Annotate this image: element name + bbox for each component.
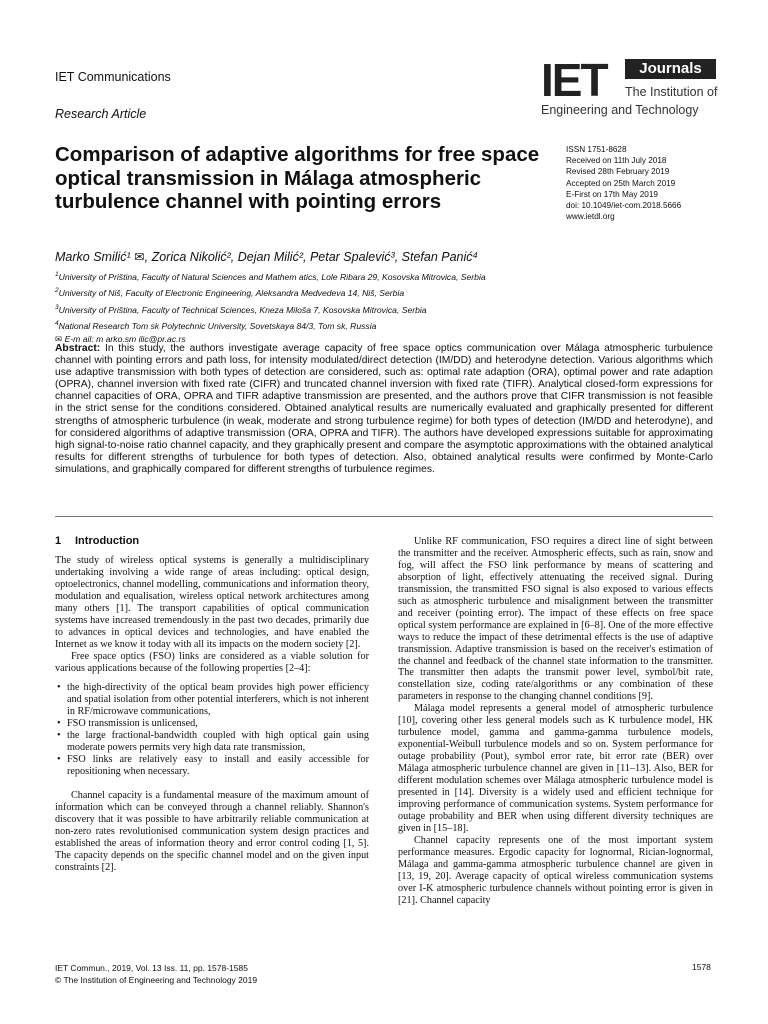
affiliation-2: $^2$University of Niš, Faculty of Electronic Engineering, Aleksandra Medvedeva 14, Niš, Serbia (55, 287, 405, 299)
logo-mark: IET (541, 54, 607, 106)
abstract (55, 343, 713, 476)
meta-issn: ISSN 1751-8628 (566, 145, 627, 154)
section-heading: 1 Introduction (55, 535, 140, 547)
footer-copyright: © The Institution of Engineering and Technology 2019 (55, 975, 258, 985)
logo-badge: Journals (625, 59, 716, 79)
affiliation-3: $^3$University of Priština, Faculty of Technical Sciences, Kneza Miloša 7, Kosovska Mitrovica, Serbia (55, 303, 427, 315)
article-metadata (566, 144, 681, 222)
abstract-label: Abstract: (55, 343, 101, 354)
intro-paragraph-6: Channel capacity represents one of the most important system performance measures. Ergodic capacity for lognormal, Rician-lognormal, Málaga and gamma-gamma atmospheric turbulence channel are given in [13, 19, 20]. Average capacity of optical wireless communication systems over I-K atmospheric turbulence channels without pointing error is given in [21]. Channel capacity (398, 834, 713, 906)
meta-revised: Revised 28th February 2019 (566, 167, 670, 177)
page-number: 1578 (692, 962, 711, 972)
list-item: • FSO links are relatively easy to install and easily accessible for repositioning when necessary. (57, 754, 369, 778)
journal-name: IET Communications (55, 70, 171, 84)
left-column (55, 536, 369, 874)
abstract-text: In this study, the authors investigate average capacity of free space optics communication over Málaga atmospheric turbulence channel with pointing errors and path loss, for intensity modulated/direct detection (IM/DD) and heterodyne detection. Various algorithms which use adaptive transmission with both types of detection are considered, such as: optimal rate adaption (ORA), optimal power and rate adaption (OPRA), channel inversion with fixed rate (CIFR) and truncated channel inversion with fixed rate (TIFR). Analytical closed-form expressions for channel capacities of ORA, OPRA and TIFR adaptive transmission are presented, and the authors prove that CIFR transmission is not feasible in the strict sense for the conditions considered. Obtained analytical results are numerically evaluated and graphically presented for different strengths of atmospheric turbulence (in weak, moderate and strong turbulence regime) for both types of detection (IM/DD and heterodyne), and for considered algorithms of adaptive transmission (ORA, OPRA and TIFR). The authors have developed expressions suitable for approximating high signal-to-noise ratio channel capacity, and they graphically present and compare the asymptotic approximations with the obtained analytical results for different strengths of turbulence for both types of detection. Also, obtained analytical results were confirmed by Monte-Carlo simulations, and graphically compared for different strengths of turbulence regimes. (55, 343, 713, 475)
meta-efirst: E-First on 17th May 2019 (566, 189, 658, 199)
meta-received: Received on 11th July 2018 (566, 156, 667, 166)
affiliations (55, 268, 486, 347)
meta-website[interactable]: www.ietdl.org (566, 212, 615, 222)
fso-properties-list (55, 682, 369, 778)
logo-institution-line2: Engineering and Technology (541, 103, 699, 117)
footer-journal-ref: IET Commun., 2019, Vol. 13 Iss. 11, pp. 1578-1585 (55, 963, 248, 973)
intro-paragraph-3: Channel capacity is a fundamental measure of the maximum amount of information which can be conveyed through a channel reliably. Shannon's discovery that it was possible to have arbitrarily reliable communication at non-zero rates revolutionised communication system design practices and established the areas of information theory and error control coding [1, 5]. The capacity depends on the specific channel model and on the given input constraints [2]. (55, 790, 369, 873)
article-type: Research Article (55, 107, 147, 121)
intro-paragraph-5: Málaga model represents a general model of atmospheric turbulence [10], covering other less general models such as K turbulence model, HK turbulence model, gamma and gamma-gamma turbulence models, exponential-Weibull turbulence models and so on. System performance for outage probability (Pout), symbol error rate, bit error rate (BER) over Málaga atmospheric turbulence channel are given in [11–13]. Also, BER for different modulation schemes over Málaga atmospheric turbulence model is presented in [14]. Diversity is a widely used and efficient technique for improving performance of communication systems. System performance for outage probability and BER when using different diversity techniques are given in [15–18]. (398, 703, 713, 834)
intro-paragraph-1: The study of wireless optical systems is generally a multidisciplinary undertaking involving a wide range of areas including: optical design, optoelectronics, channel modelling, communications and information theory, modulation and equalisation, wireless optical network architectures among many others [1]. The transport capabilities of optical communication systems have increased tremendously in the past two decades, primarily due to advances in optical devices and technologies, and have enabled the Internet as we know it today with all its impacts on the modern society [2]. (55, 554, 369, 650)
list-item: • the large fractional-bandwidth coupled with high optical gain using moderate powers permits very high data rate transmission, (57, 730, 369, 754)
meta-accepted: Accepted on 25th March 2019 (566, 178, 676, 188)
affiliation-4: $^4$National Research Tom sk Polytechnic University, Sovetskaya 84/3, Tom sk, Russia (55, 320, 377, 331)
affiliation-1: $^1$University of Priština, Faculty of Natural Sciences and Mathem atics, Lole Ribara 29, Kosovska Mitrovica, Serbia (55, 271, 486, 282)
author-list: Marko Smilić¹ ✉, Zorica Nikolić², Dejan Milić², Petar Spalević³, Stefan Panić⁴ (55, 250, 478, 264)
meta-doi[interactable]: doi: 10.1049/iet-com.2018.5666 (566, 201, 682, 211)
article-title: Comparison of adaptive algorithms for free space optical transmission in Málaga atmospheric turbulence channel with pointing errors (55, 143, 540, 213)
iet-journals-logo (541, 54, 718, 123)
section-divider (55, 516, 713, 517)
intro-paragraph-2: Free space optics (FSO) links are considered as a viable solution for various applications because of the following properties [2–4]: (55, 650, 369, 674)
right-column (398, 536, 713, 907)
list-item: • FSO transmission is unlicensed, (57, 718, 198, 730)
list-item: • the high-directivity of the optical beam provides high power efficiency and spatial isolation from other potential interferers, which is not inherent in RF/microwave communications, (57, 682, 369, 718)
logo-institution-line1: The Institution of (625, 85, 718, 99)
corresponding-email[interactable]: ✉ E-m ail: m arko.sm ilic@pr.ac.rs (55, 334, 186, 345)
footer-citation (55, 962, 257, 986)
intro-paragraph-4: Unlike RF communication, FSO requires a direct line of sight between the transmitter and the receiver. Atmospheric effects, such as rain, snow and fog, will affect the FSO link performance by means of scattering and absorption of light, effectively attenuating the received signal. During transmission, the transmitted FSO signal is also exposed to various effects such as atmospheric turbulence and misalignment between the transmitter and receiver (pointing error). The impact of these effects on free space optical system performance are explained in [6–8]. One of the more effective ways to reduce the impact of these detrimental effects is the use of adaptive transmission. Adaptive transmission is based on the receiver's estimation of the channel and feedback of the channel state information to the transmitter. The transmitter then adapts the transmit power level, symbol/bit rate, constellation size, coding rate/algorithms or any combination of these parameters in response to the changing channel conditions [9]. (398, 536, 713, 703)
